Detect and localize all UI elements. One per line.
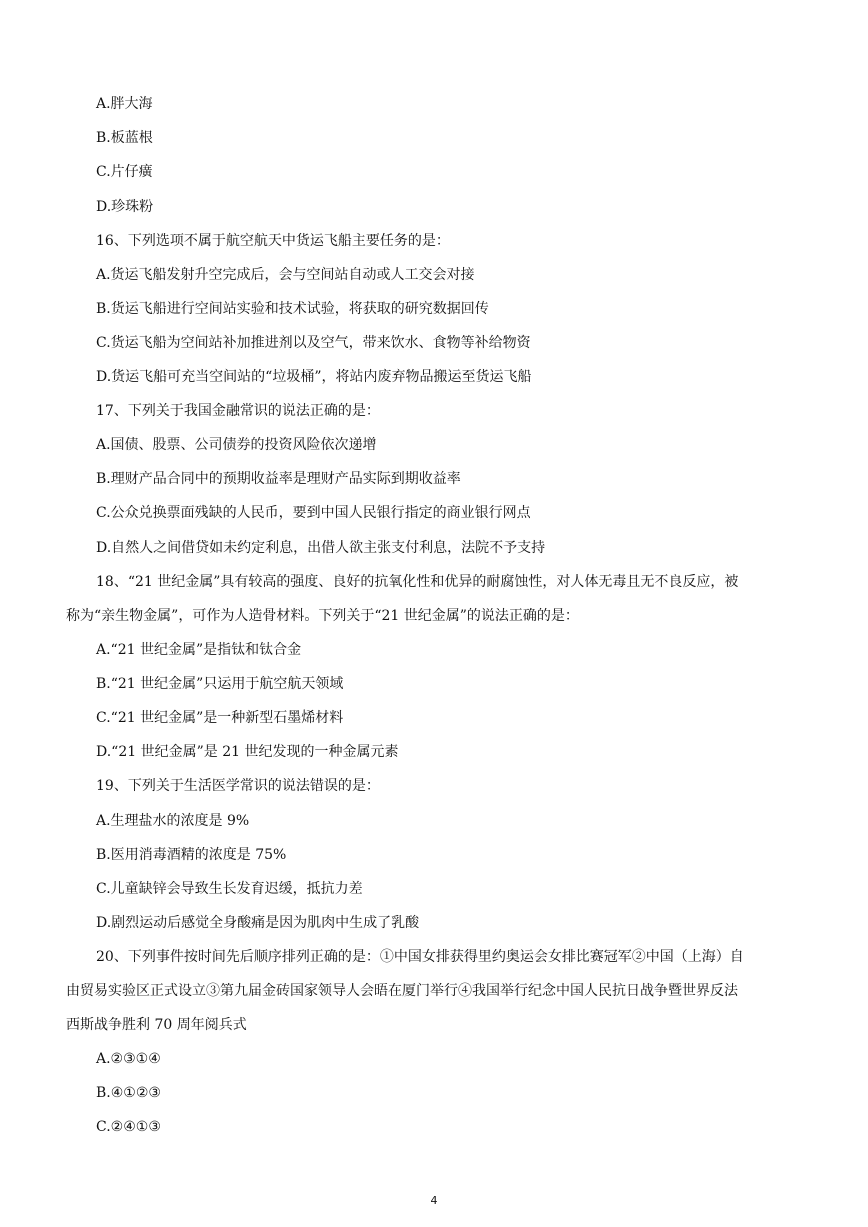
q18-stem-line2: 称为“亲生物金属”，可作为人造骨材料。下列关于“21 世纪金属”的说法正确的是： xyxy=(66,608,579,624)
q16-option-d: D.货运飞船可充当空间站的“垃圾桶”，将站内废弃物品搬运至货运飞船 xyxy=(96,369,532,385)
q18-option-a: A.“21 世纪金属”是指钛和钛合金 xyxy=(96,642,302,658)
q20-option-a: A.②③①④ xyxy=(96,1051,161,1067)
q19-option-b: B.医用消毒酒精的浓度是 75% xyxy=(96,847,287,863)
q19-option-a: A.生理盐水的浓度是 9% xyxy=(96,813,250,829)
q20-stem-line3: 西斯战争胜利 70 周年阅兵式 xyxy=(66,1017,247,1033)
q18-stem-line1: 18、“21 世纪金属”具有较高的强度、良好的抗氧化性和优异的耐腐蚀性，对人体无毒且无不良反应，被 xyxy=(96,574,739,590)
q20-option-b: B.④①②③ xyxy=(96,1085,161,1101)
q17-stem: 17、下列关于我国金融常识的说法正确的是： xyxy=(96,403,380,419)
q17-option-b: B.理财产品合同中的预期收益率是理财产品实际到期收益率 xyxy=(96,471,461,487)
q15-option-c: C.片仔癀 xyxy=(96,164,153,180)
q15-option-b: B.板蓝根 xyxy=(96,130,153,146)
q17-option-d: D.自然人之间借贷如未约定利息，出借人欲主张支付利息，法院不予支持 xyxy=(96,540,546,556)
q16-option-c: C.货运飞船为空间站补加推进剂以及空气，带来饮水、食物等补给物资 xyxy=(96,335,531,351)
q16-stem: 16、下列选项不属于航空航天中货运飞船主要任务的是： xyxy=(96,233,450,249)
page-number: 4 xyxy=(430,1194,438,1207)
q20-option-c: C.②④①③ xyxy=(96,1119,161,1135)
q19-option-d: D.剧烈运动后感觉全身酸痛是因为肌肉中生成了乳酸 xyxy=(96,915,420,931)
q19-option-c: C.儿童缺锌会导致生长发育迟缓，抵抗力差 xyxy=(96,881,363,897)
q16-option-a: A.货运飞船发射升空完成后，会与空间站自动或人工交会对接 xyxy=(96,267,475,283)
q19-stem: 19、下列关于生活医学常识的说法错误的是： xyxy=(96,778,380,794)
q20-stem-line2: 由贸易实验区正式设立③第九届金砖国家领导人会晤在厦门举行④我国举行纪念中国人民抗日战争暨世界反法 xyxy=(66,983,738,999)
q18-option-d: D.“21 世纪金属”是 21 世纪发现的一种金属元素 xyxy=(96,744,399,760)
q18-option-c: C.“21 世纪金属”是一种新型石墨烯材料 xyxy=(96,710,344,726)
q20-stem-line1: 20、下列事件按时间先后顺序排列正确的是：①中国女排获得里约奥运会女排比赛冠军②中国（上海）自 xyxy=(96,949,744,965)
q17-option-c: C.公众兑换票面残缺的人民币，要到中国人民银行指定的商业银行网点 xyxy=(96,505,531,521)
q17-option-a: A.国债、股票、公司债券的投资风险依次递增 xyxy=(96,437,377,453)
q18-option-b: B.“21 世纪金属”只运用于航空航天领域 xyxy=(96,676,344,692)
q15-option-d: D.珍珠粉 xyxy=(96,199,154,215)
q16-option-b: B.货运飞船进行空间站实验和技术试验，将获取的研究数据回传 xyxy=(96,301,489,317)
q15-option-a: A.胖大海 xyxy=(96,96,153,112)
